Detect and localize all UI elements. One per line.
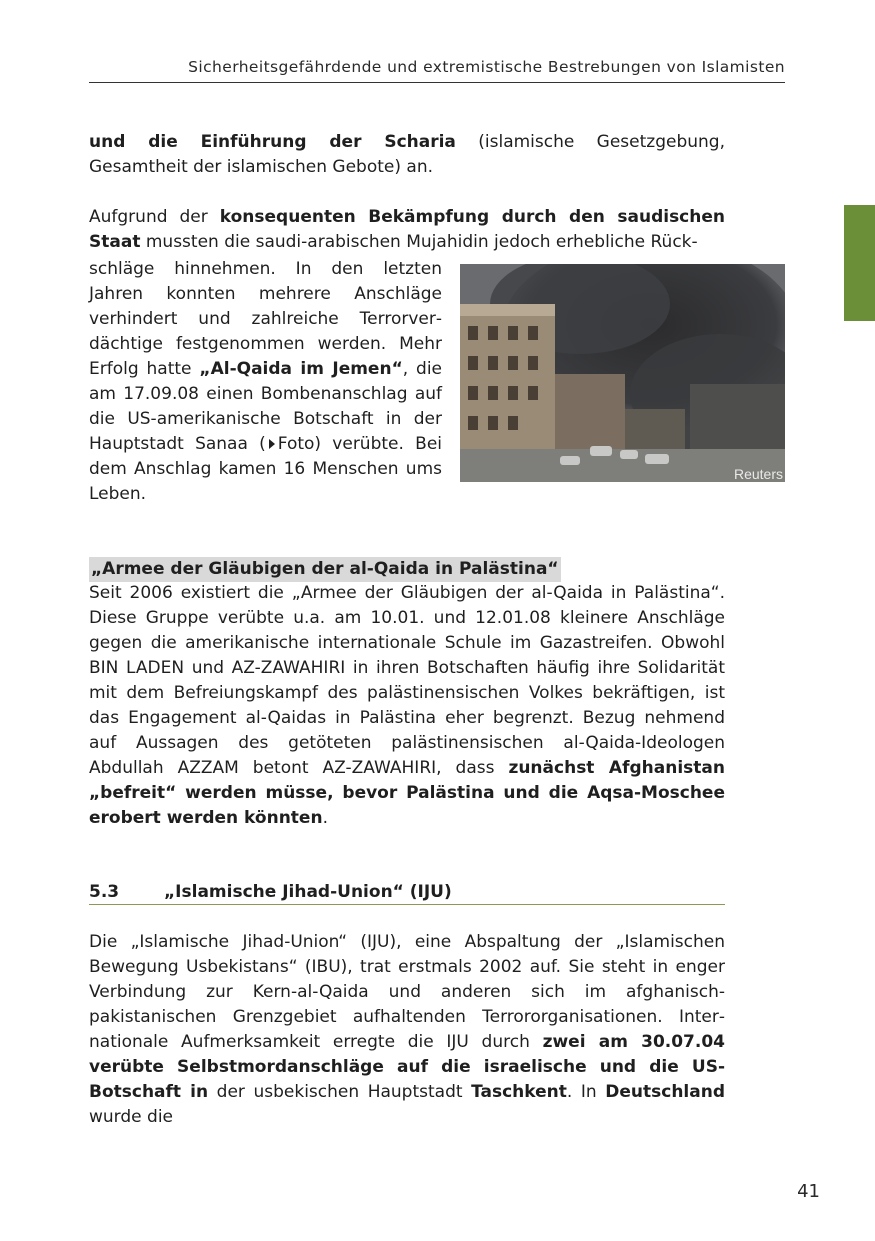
section-heading — [89, 880, 725, 905]
section-number: 5.3 — [89, 882, 120, 902]
bold-text: zunächst Afghanistan „befreit“ werden müsse, bevor Palästina und die Aqsa-Moschee erobert werden könnten — [89, 758, 725, 828]
body-text: Die „Islamische Jihad-Union“ (IJU), eine Abspaltung der „Islamischen Bewegung Usbekistans“ (IBU), trat erstmals 2002 auf. Sie steht in enger Verbindung zur Kern-al-Qaida und anderen sich im afghanisch-pakistanischen Grenzgebiet aufhaltenden Terrororganisationen. Internationale Aufmerksamkeit erregte die IJU durch — [89, 932, 725, 1052]
body-text: . — [322, 808, 328, 828]
photo-illustration — [460, 264, 785, 482]
bold-text: Taschkent — [471, 1082, 567, 1102]
bold-text: und die Einführung der Scharia — [89, 132, 456, 152]
body-text: , die am 17.09.08 einen Bombenanschlag auf die US-amerikanische Botschaft in der Hauptstadt Sanaa ( — [89, 359, 443, 454]
page-number: 41 — [797, 1181, 820, 1202]
bold-text: zwei am 30.07.04 verübte Selbstmordanschläge auf die israelische und die US- Botschaft in — [89, 1032, 726, 1102]
paragraph-iju — [89, 930, 725, 1130]
body-text: mussten die saudi-arabischen Mujahidin jedoch erhebliche Rück- — [140, 232, 698, 252]
section-title: „Islamische Jihad-Union“ (IJU) — [164, 882, 452, 902]
arrow-right-icon — [269, 439, 275, 449]
paragraph-saudi — [89, 205, 725, 255]
running-head: Sicherheitsgefährdende und extremistische Bestrebungen von Islamisten — [188, 58, 785, 76]
body-text: Seit 2006 existiert die „Armee der Gläubigen der al-Qaida in Palästina“. Diese Gruppe verübte u.a. am 10.01. und 12.01.08 kleinere Anschläge gegen die amerikanische internationale Schule im Gazastreifen. Obwohl BIN LADEN und AZ-ZAWAHIRI in ihren Botschaften häufig ihre Solidarität mit dem Befreiungskampf des palästinensischen Volkes bekräftigen, ist das Engagement al-Qaidas in Palästina eher begrenzt. Bezug nehmend auf Aussagen des getöteten palästinensischen al-Qaida-Ideologen Abdullah AZZAM betont AZ-ZAWAHIRI, dass — [89, 583, 725, 778]
body-text: schläge hinnehmen. In den letzten Jahren konnten mehrere Anschläge verhindert und zahlreiche Terrorverdächtige festgenommen werden. Mehr Erfolg hatte — [89, 259, 442, 379]
body-text: wurde die — [89, 1107, 173, 1127]
chapter-tab-marker — [844, 205, 875, 321]
paragraph-palestine — [89, 581, 725, 831]
body-text: Aufgrund der — [89, 207, 220, 227]
news-photo — [460, 264, 785, 482]
body-text: . In — [566, 1082, 606, 1102]
subheading-palestine: „Armee der Gläubigen der al-Qaida in Palästina“ — [89, 557, 561, 582]
body-text: der usbekischen Hauptstadt — [208, 1082, 472, 1102]
bold-text: konsequenten Bekämpfung durch den saudischen Staat — [89, 207, 725, 252]
photo-credit: Reuters — [733, 466, 783, 482]
paragraph-saudi-continued — [89, 257, 442, 507]
bold-text: „Al-Qaida im Jemen“ — [199, 359, 403, 379]
body-text: Foto) verübte. Bei dem Anschlag kamen 16 Menschen ums Leben. — [89, 434, 442, 504]
paragraph-intro — [89, 130, 725, 180]
header-rule — [89, 82, 785, 83]
body-text: (islamische Gesetzgebung, Gesamtheit der islamischen Gebote) an. — [89, 132, 725, 177]
bold-text: Deutschland — [605, 1082, 725, 1102]
